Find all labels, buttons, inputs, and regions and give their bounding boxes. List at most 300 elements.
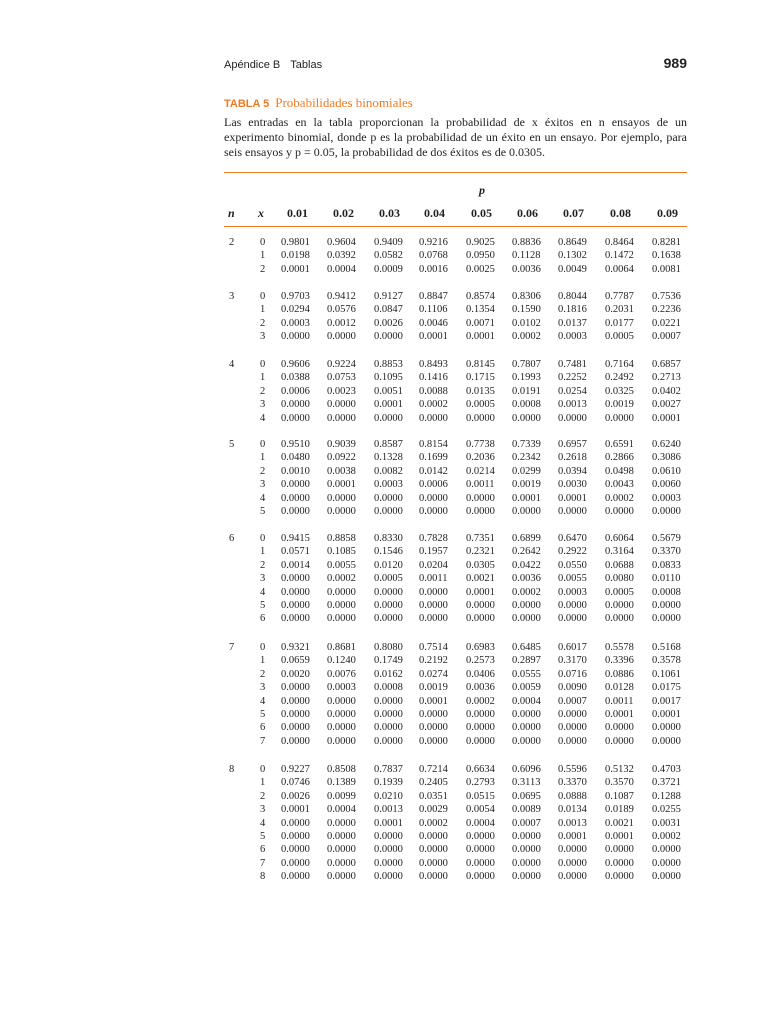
- probability-cell: 0.0950: [466, 250, 495, 262]
- probability-cell: 0.8493: [419, 359, 448, 370]
- probability-cell: 0.0000: [558, 613, 587, 625]
- probability-cell: 0.0000: [374, 613, 403, 625]
- probability-cell: 0.0000: [512, 709, 541, 720]
- x-value: 5: [260, 709, 266, 720]
- probability-cell: 0.8145: [466, 359, 495, 370]
- probability-cell: 0.0000: [512, 506, 541, 517]
- probability-cell: 0.8649: [558, 237, 587, 248]
- probability-cell: 0.0000: [327, 506, 356, 517]
- probability-cell: 0.2236: [652, 304, 681, 316]
- page-number: 989: [663, 55, 687, 71]
- running-head: [224, 55, 687, 71]
- probability-cell: 0.7837: [374, 764, 403, 775]
- probability-cell: 0.0000: [281, 871, 310, 883]
- probability-cell: 0.1095: [374, 372, 403, 384]
- probability-cell: 0.0000: [512, 722, 541, 734]
- x-value: 0: [260, 439, 266, 450]
- probability-cell: 0.1240: [327, 655, 356, 667]
- probability-cell: 0.1957: [419, 546, 448, 558]
- n-value: 8: [229, 764, 235, 775]
- probability-cell: 0.0019: [605, 399, 634, 411]
- probability-cell: 0.0000: [558, 709, 587, 720]
- probability-cell: 0.0000: [605, 412, 634, 424]
- probability-cell: 0.8508: [327, 764, 356, 775]
- probability-cell: 0.0388: [281, 372, 310, 384]
- n-value: 2: [229, 237, 235, 248]
- probability-cell: 0.0406: [466, 668, 495, 680]
- probability-cell: 0.0000: [327, 709, 356, 720]
- probability-cell: 0.0013: [558, 817, 587, 829]
- probability-cell: 0.0003: [374, 479, 403, 491]
- probability-cell: 0.0000: [419, 613, 448, 625]
- probability-cell: 0.2031: [605, 304, 634, 316]
- probability-cell: 0.0081: [652, 263, 681, 275]
- x-value: 1: [260, 250, 266, 262]
- probability-cell: 0.7536: [652, 291, 681, 302]
- x-value: 4: [260, 492, 266, 504]
- probability-cell: 0.0000: [419, 735, 448, 747]
- probability-cell: 0.7787: [605, 291, 634, 302]
- probability-cell: 0.0012: [327, 317, 356, 329]
- probability-cell: 0.9510: [281, 439, 310, 450]
- probability-cell: 0.0189: [605, 804, 634, 816]
- probability-cell: 0.2793: [466, 777, 495, 789]
- p-column-header: 0.07: [563, 206, 584, 220]
- probability-cell: 0.0016: [419, 263, 448, 275]
- probability-cell: 0.0023: [327, 385, 356, 397]
- probability-cell: 0.0046: [419, 317, 448, 329]
- probability-cell: 0.0001: [327, 479, 356, 491]
- probability-cell: 0.6899: [512, 533, 541, 544]
- probability-cell: 0.7351: [466, 533, 495, 544]
- probability-cell: 0.0055: [558, 573, 587, 585]
- probability-cell: 0.0000: [512, 735, 541, 747]
- probability-cell: 0.0000: [374, 506, 403, 517]
- probability-cell: 0.2192: [419, 655, 448, 667]
- probability-cell: 0.0002: [327, 573, 356, 585]
- probability-cell: 0.0000: [466, 857, 495, 869]
- probability-cell: 0.0021: [605, 817, 634, 829]
- probability-cell: 0.0294: [281, 304, 310, 316]
- probability-cell: 0.0001: [652, 412, 681, 424]
- probability-cell: 0.0001: [466, 586, 495, 598]
- probability-cell: 0.9703: [281, 291, 310, 302]
- probability-cell: 0.0000: [605, 735, 634, 747]
- probability-cell: 0.7481: [558, 359, 587, 370]
- p-column-header: 0.05: [471, 206, 492, 220]
- probability-cell: 0.0089: [512, 804, 541, 816]
- probability-cell: 0.0000: [374, 722, 403, 734]
- probability-cell: 0.0325: [605, 385, 634, 397]
- probability-cell: 0.0003: [281, 317, 310, 329]
- probability-cell: 0.0036: [512, 263, 541, 275]
- probability-cell: 0.0000: [652, 506, 681, 517]
- x-value: 2: [260, 317, 266, 329]
- probability-cell: 0.6857: [652, 359, 681, 370]
- probability-cell: 0.0120: [374, 559, 403, 571]
- probability-cell: 0.1328: [374, 452, 403, 464]
- probability-cell: 0.1749: [374, 655, 403, 667]
- probability-cell: 0.0000: [327, 722, 356, 734]
- probability-cell: 0.0000: [281, 492, 310, 504]
- probability-cell: 0.0255: [652, 804, 681, 816]
- probability-cell: 0.8080: [374, 642, 403, 653]
- probability-cell: 0.0000: [327, 331, 356, 343]
- probability-cell: 0.0392: [327, 250, 356, 262]
- probability-cell: 0.6957: [558, 439, 587, 450]
- x-value: 4: [260, 817, 266, 829]
- probability-cell: 0.0002: [419, 817, 448, 829]
- probability-cell: 0.0008: [512, 399, 541, 411]
- probability-cell: 0.1715: [466, 372, 495, 384]
- probability-cell: 0.0001: [652, 709, 681, 720]
- probability-cell: 0.0002: [605, 492, 634, 504]
- probability-cell: 0.7339: [512, 439, 541, 450]
- probability-cell: 0.8464: [605, 237, 634, 248]
- probability-cell: 0.2573: [466, 655, 495, 667]
- table-intro: Las entradas en la tabla proporcionan la probabilidad de x éxitos en n ensayos de un experimento binomial, donde p es la probabilidad de un éxito en un ensayo. Por ejemplo, para seis ensayos y p = 0.05, la probabilidad de dos éxitos es de 0.0305.: [224, 115, 687, 159]
- probability-cell: 0.6983: [466, 642, 495, 653]
- probability-cell: 0.0254: [558, 385, 587, 397]
- probability-cell: 0.0026: [374, 317, 403, 329]
- probability-cell: 0.0402: [652, 385, 681, 397]
- probability-cell: 0.0003: [327, 682, 356, 694]
- probability-cell: 0.0000: [327, 735, 356, 747]
- probability-cell: 0.0026: [281, 790, 310, 802]
- probability-cell: 0.3370: [652, 546, 681, 558]
- probability-cell: 0.0305: [466, 559, 495, 571]
- probability-cell: 0.0000: [281, 399, 310, 411]
- probability-cell: 0.2713: [652, 372, 681, 384]
- x-value: 3: [260, 399, 266, 411]
- probability-cell: 0.3578: [652, 655, 681, 667]
- probability-cell: 0.0003: [558, 586, 587, 598]
- probability-cell: 0.2492: [605, 372, 634, 384]
- probability-cell: 0.0006: [419, 479, 448, 491]
- probability-cell: 0.0000: [327, 695, 356, 707]
- x-value: 4: [260, 586, 266, 598]
- probability-cell: 0.9227: [281, 764, 310, 775]
- probability-cell: 0.9606: [281, 359, 310, 370]
- p-column-header: 0.03: [379, 206, 400, 220]
- probability-cell: 0.0000: [281, 506, 310, 517]
- table-label: TABLA 5: [224, 98, 270, 110]
- x-value: 1: [260, 546, 266, 558]
- probability-cell: 0.0000: [327, 871, 356, 883]
- probability-cell: 0.0422: [512, 559, 541, 571]
- probability-cell: 0.0000: [281, 844, 310, 856]
- probability-cell: 0.0008: [374, 682, 403, 694]
- probability-cell: 0.0571: [281, 546, 310, 558]
- probability-cell: 0.0054: [466, 804, 495, 816]
- probability-cell: 0.1354: [466, 304, 495, 316]
- probability-cell: 0.0004: [327, 263, 356, 275]
- probability-cell: 0.0017: [652, 695, 681, 707]
- probability-cell: 0.0000: [281, 695, 310, 707]
- x-value: 3: [260, 573, 266, 585]
- probability-cell: 0.0515: [466, 790, 495, 802]
- probability-cell: 0.0000: [512, 600, 541, 611]
- probability-cell: 0.5578: [605, 642, 634, 653]
- probability-cell: 0.0021: [466, 573, 495, 585]
- probability-cell: 0.0134: [558, 804, 587, 816]
- probability-cell: 0.1416: [419, 372, 448, 384]
- probability-cell: 0.0274: [419, 668, 448, 680]
- p-column-header: 0.02: [333, 206, 354, 220]
- probability-cell: 0.0000: [374, 844, 403, 856]
- probability-cell: 0.0214: [466, 465, 495, 477]
- probability-cell: 0.0088: [419, 385, 448, 397]
- probability-cell: 0.0000: [558, 857, 587, 869]
- probability-cell: 0.0000: [512, 412, 541, 424]
- probability-cell: 0.2036: [466, 452, 495, 464]
- probability-cell: 0.5132: [605, 764, 634, 775]
- probability-cell: 0.2405: [419, 777, 448, 789]
- probability-cell: 0.0210: [374, 790, 403, 802]
- probability-cell: 0.0002: [512, 586, 541, 598]
- probability-cell: 0.0000: [374, 586, 403, 598]
- probability-cell: 0.6017: [558, 642, 587, 653]
- probability-cell: 0.0000: [419, 831, 448, 842]
- probability-cell: 0.0000: [466, 412, 495, 424]
- probability-cell: 0.9216: [419, 237, 448, 248]
- probability-cell: 0.0000: [374, 709, 403, 720]
- probability-cell: 0.0002: [652, 831, 681, 842]
- probability-cell: 0.8847: [419, 291, 448, 302]
- probability-cell: 0.0002: [466, 695, 495, 707]
- probability-cell: 0.9025: [466, 237, 495, 248]
- probability-cell: 0.0162: [374, 668, 403, 680]
- probability-cell: 0.0013: [374, 804, 403, 816]
- probability-cell: 0.0000: [281, 331, 310, 343]
- x-value: 0: [260, 533, 266, 544]
- probability-cell: 0.0000: [327, 586, 356, 598]
- probability-cell: 0.0000: [281, 682, 310, 694]
- probability-cell: 0.0027: [652, 399, 681, 411]
- probability-cell: 0.0000: [419, 600, 448, 611]
- probability-cell: 0.0036: [466, 682, 495, 694]
- probability-cell: 0.0000: [419, 871, 448, 883]
- p-column-header: 0.01: [287, 206, 308, 220]
- table-header-rule: [224, 226, 687, 227]
- n-value: 6: [229, 533, 235, 544]
- probability-cell: 0.0025: [466, 263, 495, 275]
- probability-cell: 0.0000: [281, 857, 310, 869]
- probability-cell: 0.0001: [605, 831, 634, 842]
- probability-cell: 0.0922: [327, 452, 356, 464]
- probability-cell: 0.0030: [558, 479, 587, 491]
- probability-cell: 0.1128: [512, 250, 541, 262]
- probability-cell: 0.9801: [281, 237, 310, 248]
- probability-cell: 0.0019: [512, 479, 541, 491]
- probability-cell: 0.0659: [281, 655, 310, 667]
- p-column-header: 0.09: [657, 206, 678, 220]
- x-value: 1: [260, 777, 266, 789]
- probability-cell: 0.7214: [419, 764, 448, 775]
- probability-cell: 0.0351: [419, 790, 448, 802]
- probability-cell: 0.0008: [652, 586, 681, 598]
- probability-cell: 0.1061: [652, 668, 681, 680]
- x-value: 2: [260, 790, 266, 802]
- probability-cell: 0.0000: [466, 831, 495, 842]
- probability-cell: 0.0886: [605, 668, 634, 680]
- probability-cell: 0.0001: [419, 695, 448, 707]
- probability-cell: 0.9604: [327, 237, 356, 248]
- probability-cell: 0.0000: [652, 600, 681, 611]
- probability-cell: 0.0847: [374, 304, 403, 316]
- probability-cell: 0.4703: [652, 764, 681, 775]
- n-value: 4: [229, 359, 235, 370]
- probability-cell: 0.0002: [419, 399, 448, 411]
- x-value: 0: [260, 237, 266, 248]
- probability-cell: 0.0191: [512, 385, 541, 397]
- table-title: [224, 95, 413, 111]
- probability-cell: 0.0000: [512, 844, 541, 856]
- probability-cell: 0.0000: [605, 506, 634, 517]
- probability-cell: 0.0014: [281, 559, 310, 571]
- probability-cell: 0.8044: [558, 291, 587, 302]
- probability-cell: 0.0038: [327, 465, 356, 477]
- probability-cell: 0.0000: [374, 695, 403, 707]
- probability-cell: 0.0000: [466, 506, 495, 517]
- probability-cell: 0.0555: [512, 668, 541, 680]
- probability-cell: 0.9412: [327, 291, 356, 302]
- probability-cell: 0.0498: [605, 465, 634, 477]
- probability-cell: 0.0000: [374, 331, 403, 343]
- probability-cell: 0.1816: [558, 304, 587, 316]
- probability-cell: 0.0000: [512, 871, 541, 883]
- probability-cell: 0.0005: [605, 586, 634, 598]
- probability-cell: 0.0550: [558, 559, 587, 571]
- n-value: 3: [229, 291, 235, 302]
- probability-cell: 0.1302: [558, 250, 587, 262]
- x-value: 1: [260, 372, 266, 384]
- probability-cell: 0.0000: [605, 871, 634, 883]
- probability-cell: 0.0000: [281, 722, 310, 734]
- probability-cell: 0.0001: [512, 492, 541, 504]
- probability-cell: 0.0000: [374, 871, 403, 883]
- probability-cell: 0.1106: [419, 304, 448, 316]
- probability-cell: 0.0000: [281, 586, 310, 598]
- probability-cell: 0.9321: [281, 642, 310, 653]
- probability-cell: 0.0102: [512, 317, 541, 329]
- probability-cell: 0.0000: [374, 857, 403, 869]
- probability-cell: 0.0004: [327, 804, 356, 816]
- x-value: 6: [260, 844, 266, 856]
- probability-cell: 0.0000: [419, 709, 448, 720]
- probability-cell: 0.0000: [652, 735, 681, 747]
- probability-cell: 0.0000: [652, 722, 681, 734]
- x-value: 7: [260, 735, 266, 747]
- probability-cell: 0.1546: [374, 546, 403, 558]
- probability-cell: 0.0055: [327, 559, 356, 571]
- probability-cell: 0.0000: [512, 831, 541, 842]
- probability-cell: 0.7514: [419, 642, 448, 653]
- n-value: 5: [229, 439, 235, 450]
- probability-cell: 0.2252: [558, 372, 587, 384]
- probability-cell: 0.0582: [374, 250, 403, 262]
- probability-cell: 0.0000: [374, 735, 403, 747]
- n-value: 7: [229, 642, 235, 653]
- probability-cell: 0.0051: [374, 385, 403, 397]
- probability-cell: 0.5596: [558, 764, 587, 775]
- probability-cell: 0.0000: [652, 613, 681, 625]
- probability-cell: 0.2642: [512, 546, 541, 558]
- probability-cell: 0.0001: [374, 817, 403, 829]
- probability-cell: 0.0009: [374, 263, 403, 275]
- probability-cell: 0.0001: [419, 331, 448, 343]
- x-value: 6: [260, 722, 266, 734]
- probability-cell: 0.0000: [558, 412, 587, 424]
- probability-cell: 0.0000: [466, 492, 495, 504]
- x-value: 3: [260, 331, 266, 343]
- probability-cell: 0.0000: [327, 857, 356, 869]
- x-value: 5: [260, 831, 266, 842]
- probability-cell: 0.0000: [281, 479, 310, 491]
- probability-cell: 0.2922: [558, 546, 587, 558]
- probability-cell: 0.0110: [652, 573, 681, 585]
- probability-cell: 0.0576: [327, 304, 356, 316]
- probability-cell: 0.0000: [419, 857, 448, 869]
- probability-cell: 0.0000: [327, 412, 356, 424]
- probability-cell: 0.0000: [327, 399, 356, 411]
- probability-cell: 0.0090: [558, 682, 587, 694]
- x-value: 4: [260, 412, 266, 424]
- x-value: 4: [260, 695, 266, 707]
- probability-cell: 0.0029: [419, 804, 448, 816]
- probability-cell: 0.0059: [512, 682, 541, 694]
- probability-cell: 0.1389: [327, 777, 356, 789]
- probability-cell: 0.0000: [512, 857, 541, 869]
- probability-cell: 0.1993: [512, 372, 541, 384]
- p-column-header: 0.08: [610, 206, 631, 220]
- probability-cell: 0.0071: [466, 317, 495, 329]
- appendix-label: Apéndice B: [224, 59, 281, 71]
- probability-cell: 0.5168: [652, 642, 681, 653]
- probability-cell: 0.9415: [281, 533, 310, 544]
- probability-cell: 0.0005: [605, 331, 634, 343]
- probability-cell: 0.7828: [419, 533, 448, 544]
- probability-cell: 0.0135: [466, 385, 495, 397]
- probability-cell: 0.0076: [327, 668, 356, 680]
- probability-cell: 0.3721: [652, 777, 681, 789]
- probability-cell: 0.0000: [652, 857, 681, 869]
- probability-cell: 0.0000: [419, 492, 448, 504]
- appendix-title: Tablas: [290, 59, 323, 71]
- x-value: 2: [260, 465, 266, 477]
- probability-cell: 0.0480: [281, 452, 310, 464]
- probability-cell: 0.0142: [419, 465, 448, 477]
- probability-cell: 0.1472: [605, 250, 634, 262]
- probability-cell: 0.3113: [512, 777, 541, 789]
- probability-cell: 0.0000: [327, 817, 356, 829]
- probability-cell: 0.0000: [327, 492, 356, 504]
- probability-cell: 0.0000: [374, 492, 403, 504]
- probability-cell: 0.0000: [374, 600, 403, 611]
- probability-cell: 0.0007: [652, 331, 681, 343]
- probability-cell: 0.0031: [652, 817, 681, 829]
- probability-cell: 0.0833: [652, 559, 681, 571]
- probability-cell: 0.0001: [558, 831, 587, 842]
- probability-cell: 0.0000: [281, 573, 310, 585]
- probability-cell: 0.0000: [558, 506, 587, 517]
- probability-cell: 0.2897: [512, 655, 541, 667]
- probability-cell: 0.9127: [374, 291, 403, 302]
- probability-cell: 0.0001: [281, 263, 310, 275]
- p-column-header: 0.04: [424, 206, 445, 220]
- probability-cell: 0.0005: [466, 399, 495, 411]
- probability-cell: 0.0716: [558, 668, 587, 680]
